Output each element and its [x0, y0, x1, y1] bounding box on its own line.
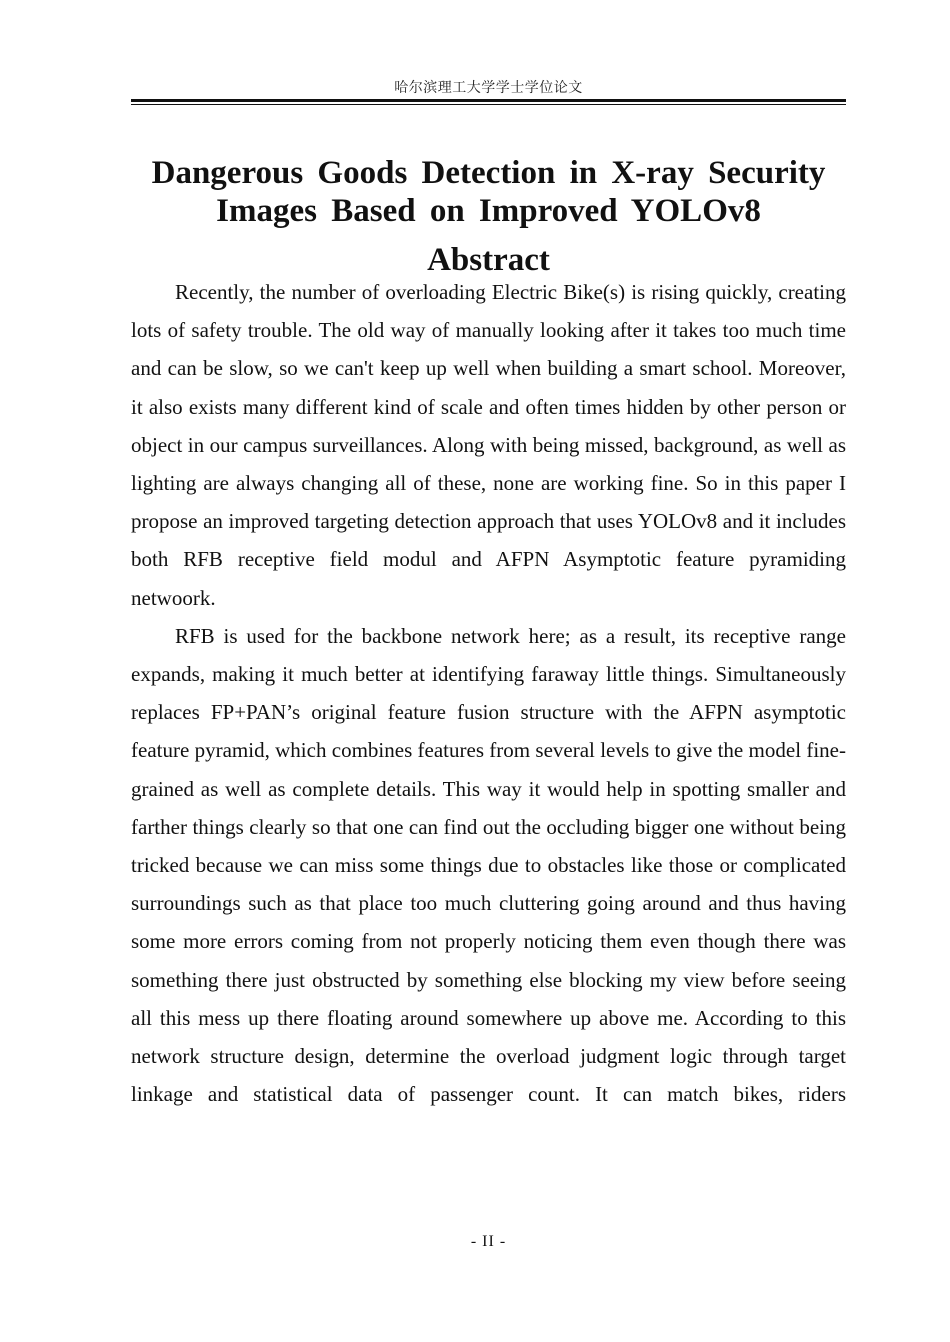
abstract-paragraph-1: Recently, the number of overloading Electric Bike(s) is rising quickly, creating lots of safety trouble. The old way of manually looking after it takes too much time and can be slow, so we can't keep up well when building a smart school. Moreover, it also exists many different kind of scale and often times hidden by other person or object in our campus surveillances. Along with being missed, background, as well as lighting are always changing all of these, none are working fine. So in this paper I propose an improved targeting detection approach that uses YOLOv8 and it includes both RFB receptive field modul and AFPN Asymptotic feature pyramiding netwoork.: [131, 280, 846, 610]
abstract-body: [131, 273, 846, 1113]
header-rule: [131, 99, 846, 105]
paper-title-line-2: Images Based on Improved YOLOv8: [216, 193, 761, 229]
paper-title: [131, 154, 846, 230]
paper-title-line-1: Dangerous Goods Detection in X-ray Security: [151, 155, 826, 191]
abstract-heading: Abstract: [427, 242, 550, 278]
abstract-paragraph-2: RFB is used for the backbone network here; as a result, its receptive range expands, making it much better at identifying faraway little things. Simultaneously replaces FP+PAN’s original feature fusion structure with the AFPN asymptotic feature pyramid, which combines features from several levels to give the model fine-grained as well as complete details. This way it would help in spotting smaller and farther things clearly so that one can find out the occluding bigger one without being tricked because we can miss some things due to obstacles like those or complicated surroundings such as that place too much cluttering going around and thus having some more errors coming from not properly noticing them even though there was something there just obstructed by something else blocking my view before seeing all this mess up there floating around somewhere up above me. According to this network structure design, determine the overload judgment logic through target linkage and statistical data of passenger count. It can match bikes, riders: [131, 623, 846, 1107]
page-number: - II -: [470, 1233, 507, 1250]
running-header: 哈尔滨理工大学学士学位论文: [394, 80, 583, 96]
